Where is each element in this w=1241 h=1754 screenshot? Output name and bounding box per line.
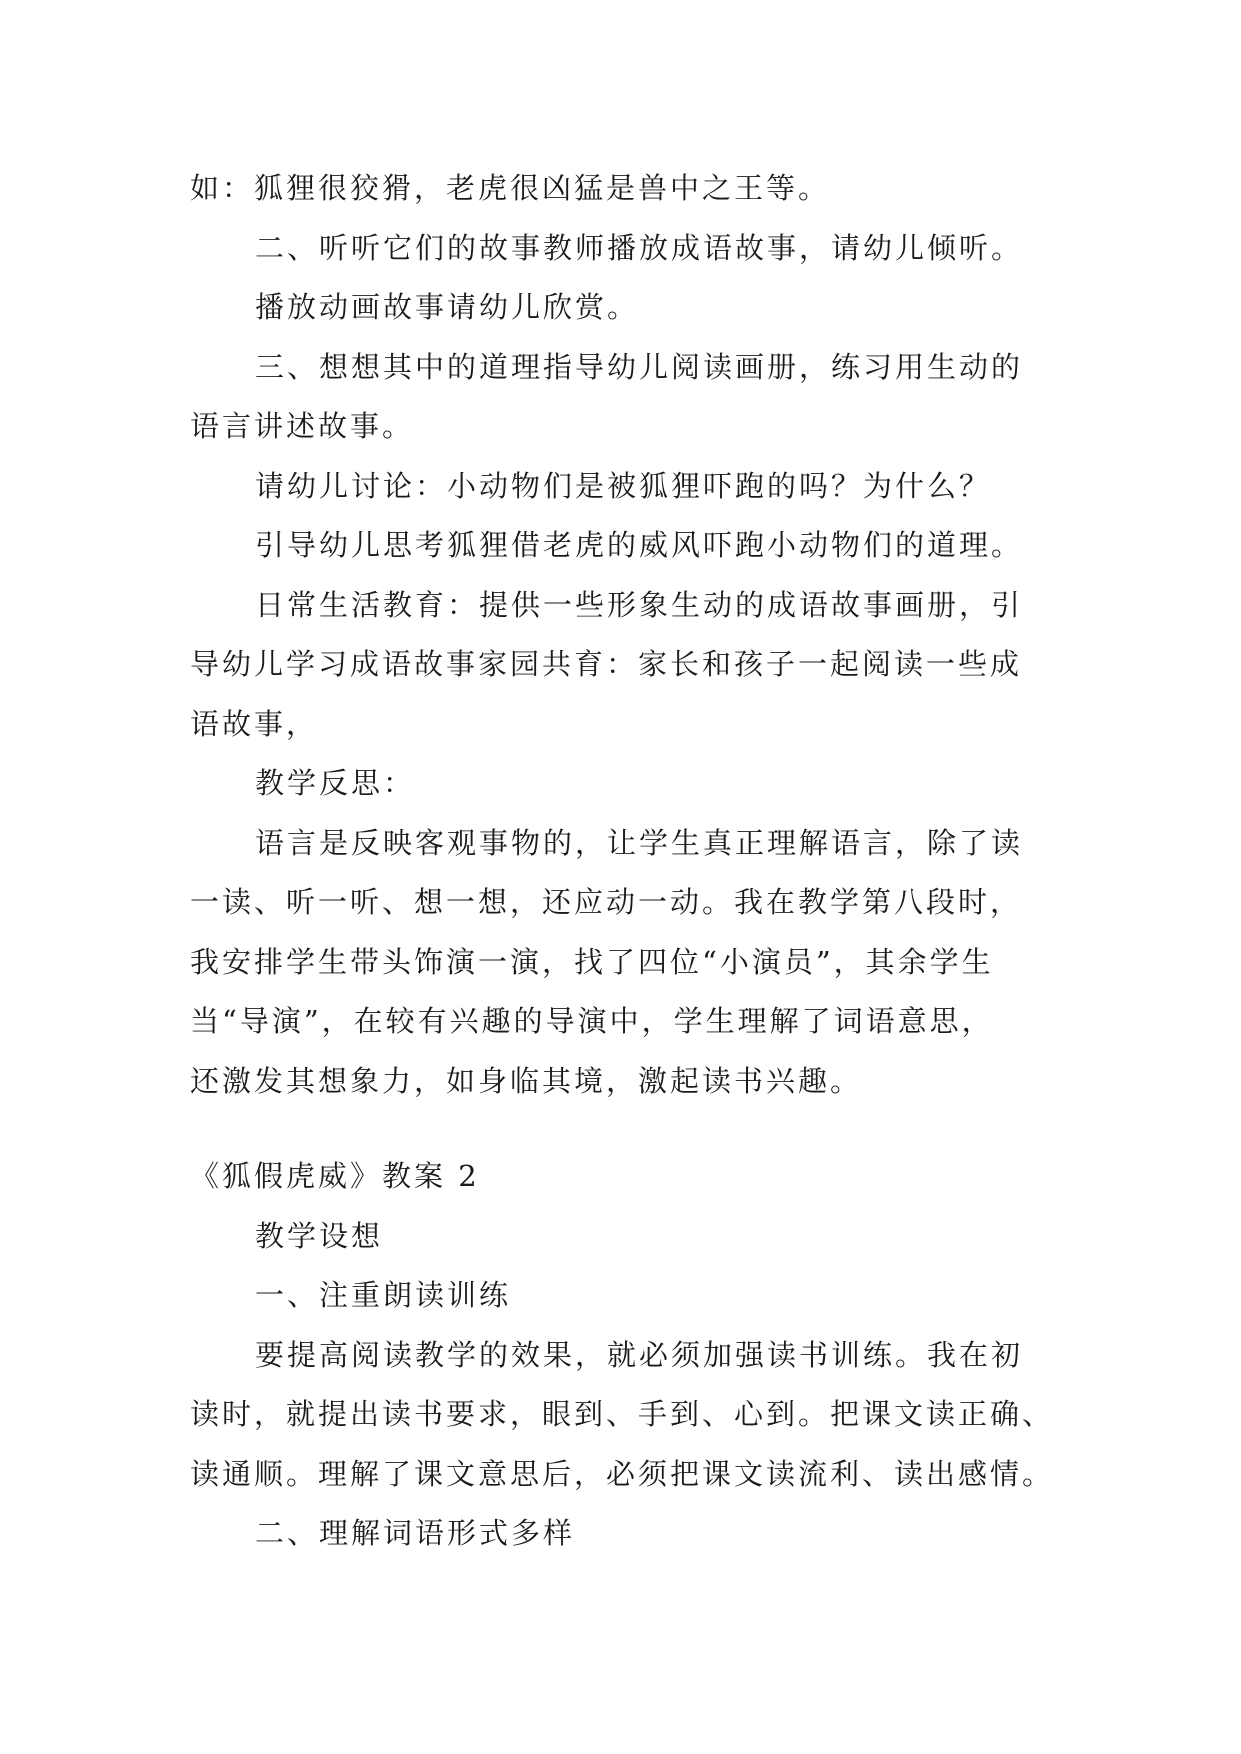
text-line: 还激发其想象力，如身临其境，激起读书兴趣。 <box>190 1064 863 1098</box>
text-line: 请幼儿讨论：小动物们是被狐狸吓跑的吗？为什么？ <box>255 469 992 503</box>
text-line: 语言讲述故事。 <box>190 409 415 443</box>
text-line: 当“导演”，在较有兴趣的导演中，学生理解了词语意思， <box>190 1004 994 1038</box>
text-line: 导幼儿学习成语故事家园共育：家长和孩子一起阅读一些成 <box>190 647 1023 681</box>
text-line: 一读、听一听、想一想，还应动一动。我在教学第八段时， <box>190 885 1023 919</box>
text-line: 读时，就提出读书要求，眼到、手到、心到。把课文读正确、 <box>190 1397 1055 1431</box>
text-line: 播放动画故事请幼儿欣赏。 <box>255 290 640 324</box>
text-line: 日常生活教育：提供一些形象生动的成语故事画册，引 <box>255 588 1024 622</box>
text-line: 语言是反映客观事物的，让学生真正理解语言，除了读 <box>255 826 1024 860</box>
text-line: 语故事， <box>190 707 319 741</box>
text-line: 读通顺。理解了课文意思后，必须把课文读流利、读出感情。 <box>190 1457 1055 1491</box>
section-label: 一、注重朗读训练 <box>255 1278 512 1312</box>
text-line: 要提高阅读教学的效果，就必须加强读书训练。我在初 <box>255 1338 1024 1372</box>
text-line: 引导幼儿思考狐狸借老虎的威风吓跑小动物们的道理。 <box>255 528 1024 562</box>
text-line: 二、听听它们的故事教师播放成语故事，请幼儿倾听。 <box>255 231 1024 265</box>
section-label: 二、理解词语形式多样 <box>255 1516 576 1550</box>
section-label: 教学反思： <box>255 766 416 800</box>
document-heading: 《狐假虎威》教案 2 <box>190 1159 480 1193</box>
text-line: 三、想想其中的道理指导幼儿阅读画册，练习用生动的 <box>255 350 1024 384</box>
section-label: 教学设想 <box>255 1219 384 1253</box>
text-line: 我安排学生带头饰演一演，找了四位“小演员”，其余学生 <box>190 945 994 979</box>
text-line: 如：狐狸很狡猾，老虎很凶猛是兽中之王等。 <box>190 171 831 205</box>
